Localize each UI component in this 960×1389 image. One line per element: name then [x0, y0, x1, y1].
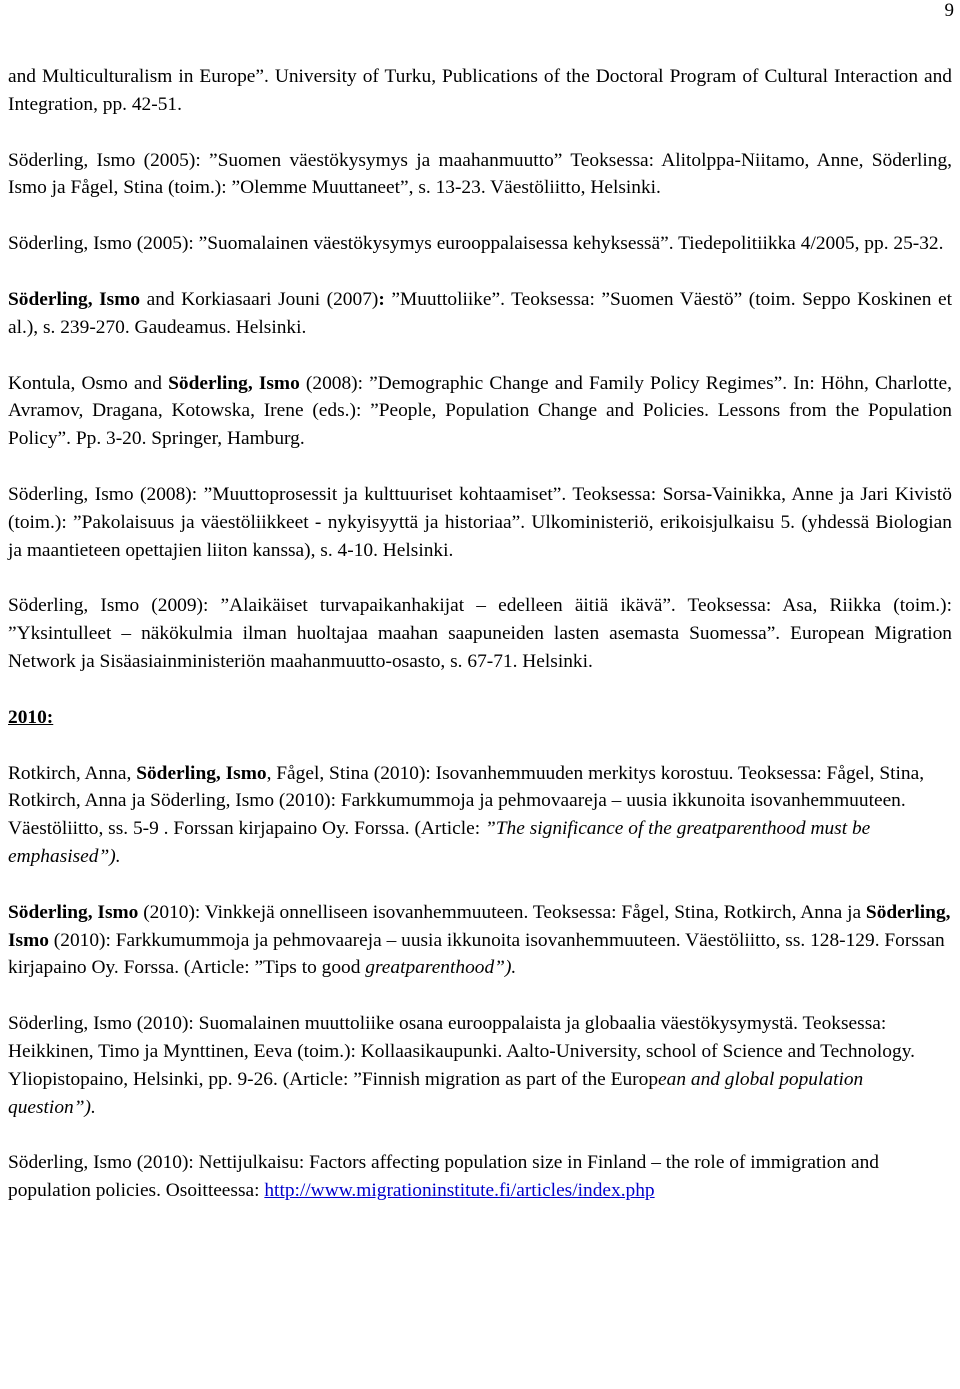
reference-text: and Korkiasaari Jouni (2007)	[140, 288, 379, 310]
page-number: 9	[944, 0, 954, 21]
article-title: ”The significance of the greatparenthood must be emphasised”).	[8, 818, 871, 867]
reference-text: Rotkirch, Anna,	[8, 762, 137, 784]
author-highlight: :	[378, 288, 385, 310]
reference-text: Kontula, Osmo and	[8, 372, 169, 394]
article-title: ean and global population question”).	[8, 1068, 864, 1118]
reference-entry	[8, 899, 952, 982]
author-highlight: Söderling, Ismo	[8, 288, 141, 310]
reference-text: (2008): ”Demographic Change and Family Policy Regimes”. In: Höhn, Charlotte, Avramov, Dragana, Kotowska, Irene (eds.): ”People, Population Change and Policies. Lessons from the Population Policy”. Pp. 3-20. Springer, Hamburg.	[8, 372, 952, 450]
author-highlight: Söderling, Ismo	[136, 762, 267, 784]
section-heading-2010: 2010:	[8, 706, 54, 728]
reference-text: Söderling, Ismo (2010): Suomalainen muuttoliike osana eurooppalaista ja globaalia väestökysymystä. Teoksessa: Heikkinen, Timo ja Mynttinen, Eeva (toim.): Kollaasikaupunki. Aalto-University, school of Science and Technology. Yliopistopaino, Helsinki, pp. 9-26. (Article: ”Finnish migration as part of the Europ	[8, 1013, 915, 1090]
author-highlight: Söderling, Ismo	[8, 901, 139, 923]
reference-text: (2010): Vinkkejä onnelliseen isovanhemmuuteen. Teoksessa: Fågel, Stina, Rotkirch, Anna ja	[138, 901, 866, 923]
author-highlight: Söderling, Ismo	[8, 901, 951, 951]
article-url-link[interactable]: http://www.migrationinstitute.fi/articles/index.php	[264, 1180, 655, 1202]
reference-entry	[8, 760, 952, 871]
reference-entry	[8, 370, 952, 453]
reference-text: ”Muuttoliike”. Teoksessa: ”Suomen Väestö” (toim. Seppo Koskinen et al.), s. 239-270. Gaudeamus. Helsinki.	[8, 288, 953, 338]
reference-text: (2010): Farkkumummoja ja pehmovaareja – uusia ikkunoita isovanhemmuuteen. Väestöliitto, ss. 128-129. Forssan kirjapaino Oy. Forssa. (Article: ”Tips to good	[8, 929, 945, 979]
reference-entry: Söderling, Ismo (2008): ”Muuttoprosessit ja kulttuuriset kohtaamiset”. Teoksessa: Sorsa-Vainikka, Anne ja Jari Kivistö (toim.): ”Pakolaisuus ja väestöliikkeet - nykyisyyttä ja historiaa”. Ulkoministeriö, erikoisjulkaisu 5. (yhdessä Biologian ja maantieteen opettajien liiton kanssa), s. 4-10. Helsinki.	[8, 483, 952, 561]
reference-entry: Söderling, Ismo (2009): ”Alaikäiset turvapaikanhakijat – edelleen äitiä ikävä”. Teoksessa: Asa, Riikka (toim.): ”Yksintulleet – näkökulmia ilman huoltajaa maahan saapuneiden lasten asemasta Suomessa”. European Migration Network ja Sisäasiainministeriön maahanmuutto-osasto, s. 67-71. Helsinki.	[8, 595, 952, 672]
reference-entry	[8, 286, 952, 342]
reference-entry: and Multiculturalism in Europe”. University of Turku, Publications of the Doctoral Program of Cultural Interaction and Integration, pp. 42-51.	[8, 66, 952, 115]
reference-text: , Fågel, Stina (2010): Isovanhemmuuden merkitys korostuu. Teoksessa: Fågel, Stina, Rotkirch, Anna ja Söderling, Ismo (2010): Farkkumummoja ja pehmovaareja – uusia ikkunoita isovanhemmuuteen. Väestöliitto, ss. 5-9 . Forssan kirjapaino Oy. Forssa. (Article:	[8, 762, 925, 840]
reference-list	[8, 63, 952, 1233]
author-highlight: Söderling, Ismo	[168, 372, 300, 394]
reference-entry	[8, 1149, 952, 1205]
reference-entry: Söderling, Ismo (2005): ”Suomen väestökysymys ja maahanmuutto” Teoksessa: Alitolppa-Niitamo, Anne, Söderling, Ismo ja Fågel, Stina (toim.): ”Olemme Muuttaneet”, s. 13-23. Väestöliitto, Helsinki.	[8, 149, 952, 199]
reference-entry: Söderling, Ismo (2005): ”Suomalainen väestökysymys eurooppalaisessa kehyksessä”. Tiedepolitiikka 4/2005, pp. 25-32.	[8, 233, 944, 255]
article-title: greatparenthood”).	[365, 957, 517, 979]
reference-entry	[8, 1010, 952, 1121]
reference-text: Söderling, Ismo (2010): Nettijulkaisu: Factors affecting population size in Finland – the role of immigration and population policies. Osoitteessa:	[8, 1152, 879, 1202]
